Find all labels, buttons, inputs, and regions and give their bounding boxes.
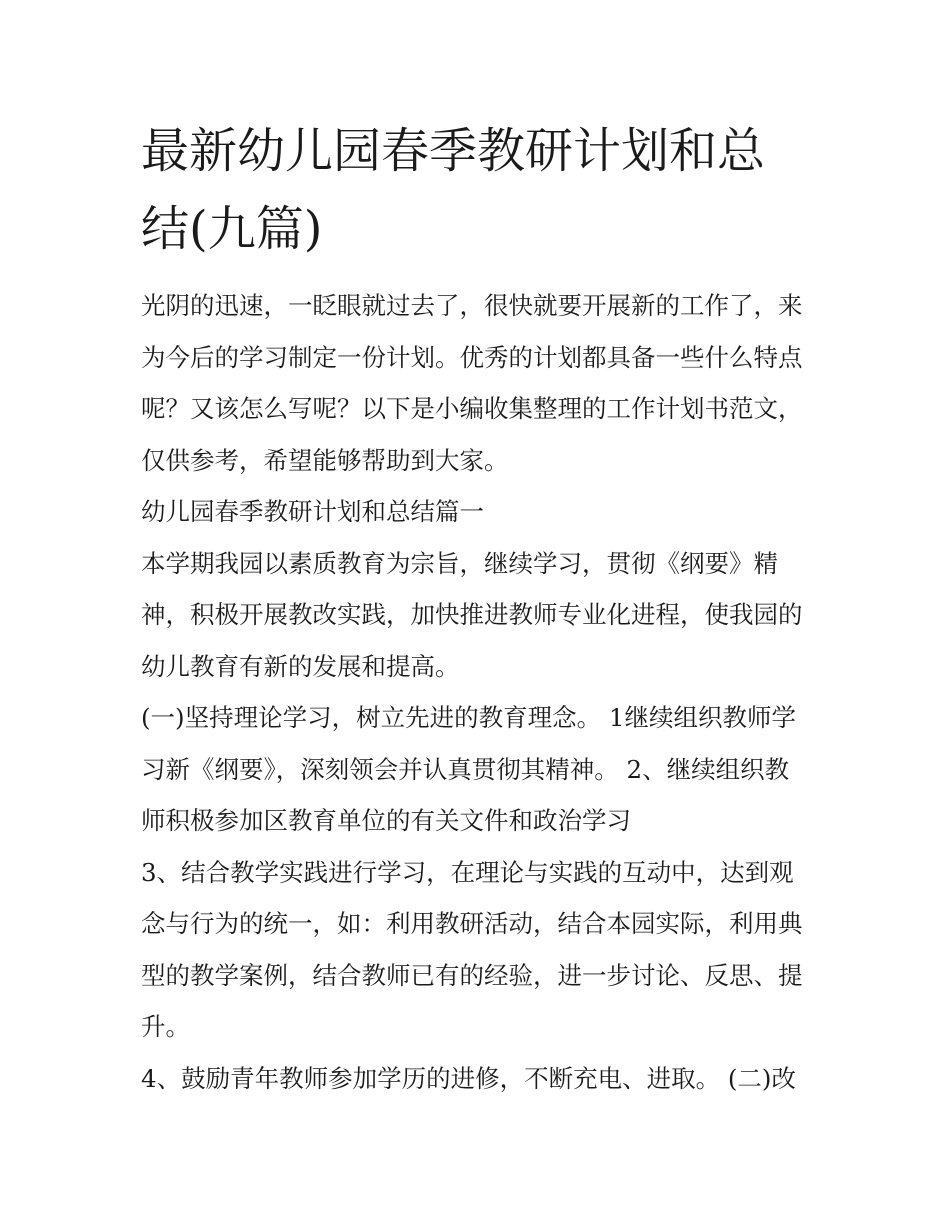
text-line: 师积极参加区教育单位的有关文件和政治学习 (141, 806, 631, 835)
text-line: 光阴的迅速，一眨眼就过去了，很快就要开展新的工作了，来 (141, 291, 803, 320)
body-paragraph (141, 538, 813, 693)
text-line: 升。 (141, 1012, 190, 1041)
text-line: 习新《纲要》，深刻领会并认真贯彻其精神。 2、继续组织教 (141, 754, 790, 784)
section-heading (141, 486, 813, 538)
text-line: 4、鼓励青年教师参加学历的进修，不断充电、进取。 (二)改 (141, 1063, 796, 1093)
title-line: 最新幼儿园春季教研计划和总 (141, 123, 766, 179)
text-line: 幼儿园春季教研计划和总结篇一 (141, 497, 484, 526)
title-line: 结(九篇) (141, 201, 323, 257)
text-line: (一)坚持理论学习，树立先进的教育理念。 1继续组织教师学 (141, 703, 796, 732)
text-line: 为今后的学习制定一份计划。优秀的计划都具备一些什么特点 (141, 342, 803, 372)
text-line: 幼儿教育有新的发展和提高。 (141, 651, 460, 681)
text-line: 神，积极开展教改实践，加快推进教师专业化进程，使我园的 (141, 600, 803, 629)
text-line: 呢？又该怎么写呢？以下是小编收集整理的工作计划书范文， (141, 394, 803, 423)
text-line: 本学期我园以素质教育为宗旨，继续学习，贯彻《纲要》精 (141, 548, 778, 578)
document-title (141, 112, 813, 268)
text-line: 3、结合教学实践进行学习，在理论与实践的互动中，达到观 (141, 857, 794, 887)
text-line: 型的教学案例，结合教师已有的经验，进一步讨论、反思、提 (141, 960, 803, 990)
text-line: 念与行为的统一，如：利用教研活动，结合本园实际，利用典 (141, 909, 803, 938)
document-page (141, 112, 813, 1104)
body-paragraph (141, 1053, 813, 1105)
text-line: 仅供参考，希望能够帮助到大家。 (141, 445, 509, 475)
body-paragraph (141, 847, 813, 1053)
intro-paragraph (141, 280, 813, 486)
body-paragraph (141, 692, 813, 847)
